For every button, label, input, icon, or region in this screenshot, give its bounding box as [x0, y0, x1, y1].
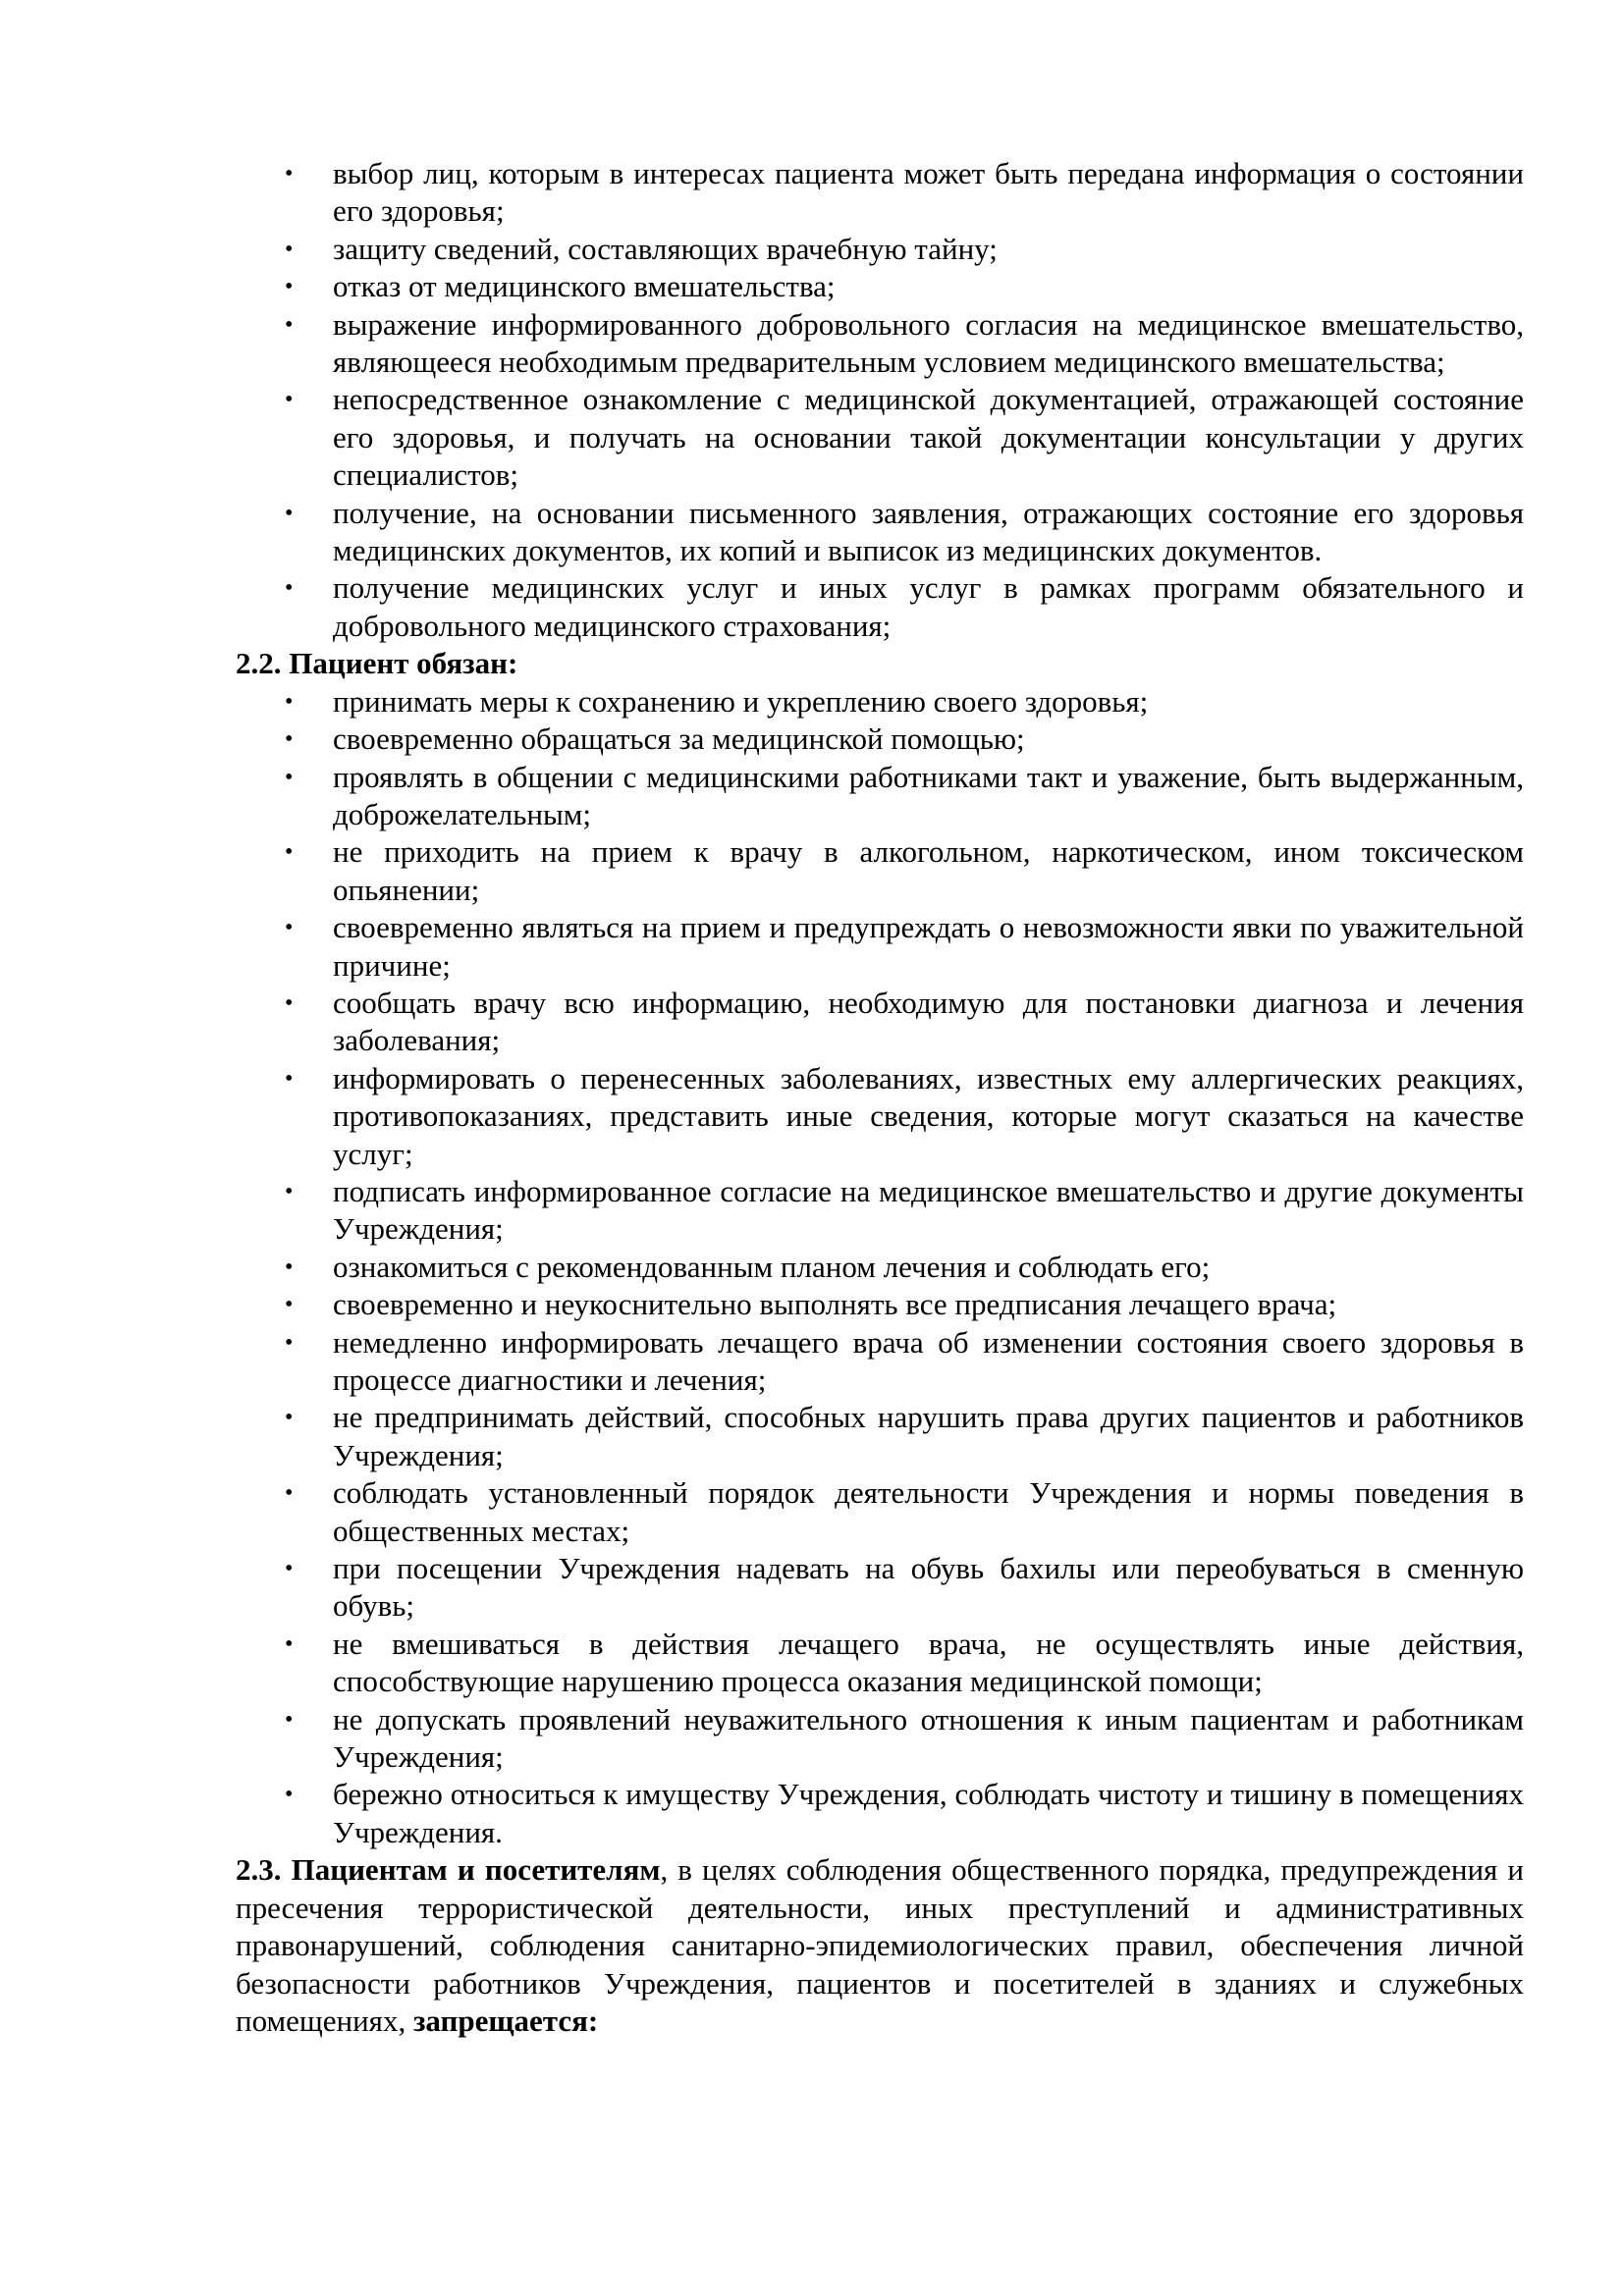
bullet-icon: • [285, 1706, 294, 1733]
bullet-icon: • [285, 1782, 294, 1808]
bullet-icon: • [285, 1405, 294, 1431]
list-item [236, 1626, 1524, 1701]
bullet-icon: • [285, 161, 294, 187]
list-item-text: ознакомиться с рекомендованным планом лечения и соблюдать его; [333, 1249, 1211, 1284]
list-item-text: соблюдать установленный порядок деятельности Учреждения и нормы поведения в общественных местах; [333, 1475, 1524, 1548]
bullet-icon: • [285, 575, 294, 602]
list-item-text: выражение информированного добровольного согласия на медицинское вмешательство, являющееся необходимым предварительным условием медицинского вмешательства; [333, 306, 1524, 380]
list-item-text: своевременно являться на прием и предупреждать о невозможности явки по уважительной причине; [333, 910, 1524, 983]
list-item [236, 1286, 1524, 1323]
list-item [236, 1550, 1524, 1626]
prohibited-label: запрещается: [412, 2002, 599, 2038]
bullet-icon: • [285, 989, 294, 1016]
list-item [236, 1399, 1524, 1474]
patient-duties-list [236, 683, 1524, 1852]
list-item-text: при посещении Учреждения надевать на обувь бахилы или переобуваться в сменную обувь; [333, 1551, 1524, 1624]
bullet-icon: • [285, 1329, 294, 1356]
list-item [236, 381, 1524, 494]
list-item [236, 759, 1524, 834]
bullet-icon: • [285, 1178, 294, 1204]
list-item [236, 1474, 1524, 1550]
list-item-text: получение, на основании письменного заявления, отражающих состояние его здоровья медицинских документов, их копий и выписок из медицинских документов. [333, 495, 1524, 568]
list-item [236, 1701, 1524, 1777]
bullet-icon: • [285, 839, 294, 866]
list-item-text: получение медицинских услуг и иных услуг в рамках программ обязательного и добровольного медицинского страхования; [333, 570, 1524, 643]
bullet-icon: • [285, 1556, 294, 1582]
list-item [236, 909, 1524, 985]
bullet-icon: • [285, 387, 294, 413]
list-item-text: выбор лиц, которым в интересах пациента может быть передана информация о состоянии его здоровья; [333, 156, 1524, 229]
list-item-text: информировать о перенесенных заболеваниях, известных ему аллергических реакциях, противопоказаниях, представить иные сведения, которые могут сказаться на качестве услуг; [333, 1060, 1524, 1171]
section-2-3-paragraph [236, 1851, 1524, 2040]
list-item-text: принимать меры к сохранению и укреплению своего здоровья; [333, 683, 1149, 719]
list-item-text: бережно относиться к имуществу Учреждения, соблюдать чистоту и тишину в помещениях Учреждения. [333, 1777, 1524, 1849]
bullet-icon: • [285, 764, 294, 790]
bullet-icon: • [285, 236, 294, 262]
section-heading-2-2: 2.2. Пациент обязан: [236, 646, 518, 681]
bullet-icon: • [285, 915, 294, 941]
section-heading-2-3: 2.3. Пациентам и посетителям [236, 1852, 661, 1888]
list-item [236, 155, 1524, 231]
list-item [236, 1060, 1524, 1173]
list-item [236, 495, 1524, 570]
list-item [236, 833, 1524, 909]
bullet-icon: • [285, 274, 294, 300]
list-item [236, 1776, 1524, 1851]
list-item [236, 306, 1524, 382]
list-item [236, 569, 1524, 645]
list-item [236, 1249, 1524, 1286]
list-item [236, 268, 1524, 305]
list-item [236, 721, 1524, 758]
list-item-text: не допускать проявлений неуважительного отношения к иным пациентам и работникам Учреждения; [333, 1701, 1524, 1775]
list-item-text: не приходить на прием к врачу в алкогольном, наркотическом, ином токсическом опьянении; [333, 834, 1524, 907]
list-item-text: подписать информированное согласие на медицинское вмешательство и другие документы Учреждения; [333, 1173, 1524, 1247]
list-item [236, 1173, 1524, 1249]
list-item-text: не предпринимать действий, способных нарушить права других пациентов и работников Учреждения; [333, 1400, 1524, 1472]
list-item [236, 683, 1524, 721]
bullet-icon: • [285, 1480, 294, 1507]
list-item-text: своевременно обращаться за медицинской помощью; [333, 721, 1025, 757]
paragraph-text: , в целях соблюдения общественного порядка, предупреждения и пресечения террористической деятельности, иных преступлений и административных правонарушений, соблюдения санитарно-эпидемиологических правил, обеспечения личной безопасности работников Учреждения, пациентов и посетителей в зданиях и служебных помещениях, [236, 1852, 1524, 2038]
list-item-text: сообщать врачу всю информацию, необходимую для постановки диагноза и лечения заболевания; [333, 985, 1524, 1058]
bullet-icon: • [285, 1254, 294, 1280]
list-item-text: непосредственное ознакомление с медицинской документацией, отражающей состояние его здоровья, и получать на основании такой документации консультации у других специалистов; [333, 382, 1524, 493]
bullet-icon: • [285, 726, 294, 753]
list-item-text: не вмешиваться в действия лечащего врача, не осуществлять иные действия, способствующие нарушению процесса оказания медицинской помощи; [333, 1626, 1524, 1699]
list-item [236, 985, 1524, 1060]
bullet-icon: • [285, 1630, 294, 1657]
bullet-icon: • [285, 500, 294, 526]
patient-rights-list [236, 155, 1524, 645]
list-item-text: своевременно и неукоснительно выполнять все предписания лечащего врача; [333, 1287, 1337, 1322]
list-item-text: немедленно информировать лечащего врача об изменении состояния своего здоровья в процессе диагностики и лечения; [333, 1324, 1524, 1397]
list-item-text: защиту сведений, составляющих врачебную тайну; [333, 231, 998, 266]
list-item-text: отказ от медицинского вмешательства; [333, 269, 836, 304]
bullet-icon: • [285, 311, 294, 338]
bullet-icon: • [285, 1065, 294, 1092]
bullet-icon: • [285, 688, 294, 715]
document-page [236, 155, 1524, 2040]
list-item-text: проявлять в общении с медицинскими работниками такт и уважение, быть выдержанным, доброжелательным; [333, 759, 1524, 831]
list-item [236, 1324, 1524, 1400]
list-item [236, 231, 1524, 268]
bullet-icon: • [285, 1292, 294, 1318]
